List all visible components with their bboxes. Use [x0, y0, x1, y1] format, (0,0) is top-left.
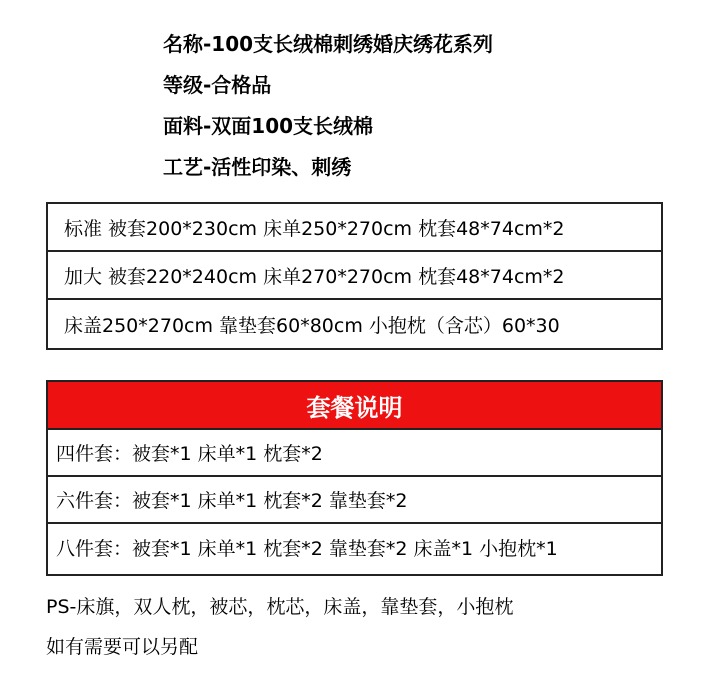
- size-table: [46, 202, 663, 350]
- product-spec-list: [163, 30, 493, 194]
- package-row-six-piece: 六件套：被套*1 床单*1 枕套*2 靠垫套*2: [48, 477, 661, 524]
- spec-grade: 等级-合格品: [163, 73, 272, 97]
- match-note: 如有需要可以另配: [46, 636, 199, 658]
- ps-note: PS-床旗，双人枕，被芯，枕芯，床盖，靠垫套，小抱枕: [46, 596, 514, 618]
- size-row-large: 加大 被套220*240cm 床单270*270cm 枕套48*74cm*2: [48, 252, 661, 300]
- size-row-standard: 标准 被套200*230cm 床单250*270cm 枕套48*74cm*2: [48, 204, 661, 252]
- package-table: [46, 380, 663, 576]
- spec-name: 名称-100支长绒棉刺绣婚庆绣花系列: [163, 32, 494, 56]
- package-title: 套餐说明: [48, 382, 661, 430]
- package-row-four-piece: 四件套：被套*1 床单*1 枕套*2: [48, 430, 661, 477]
- size-row-extras: 床盖250*270cm 靠垫套60*80cm 小抱枕（含芯）60*30: [64, 314, 560, 337]
- spec-craft: 工艺-活性印染、刺绣: [163, 155, 352, 179]
- package-row-eight-piece: 八件套：被套*1 床单*1 枕套*2 靠垫套*2 床盖*1 小抱枕*1: [56, 538, 558, 560]
- spec-fabric: 面料-双面100支长绒棉: [163, 114, 374, 138]
